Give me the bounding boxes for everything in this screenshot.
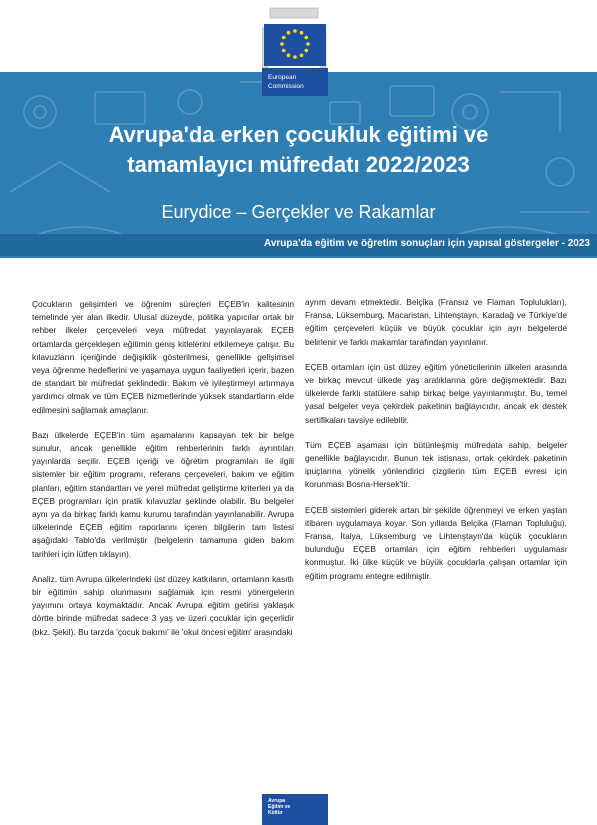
footer-logo-line3: Kültür <box>268 810 283 816</box>
title-line1: Avrupa'da erken çocukluk eğitimi ve <box>108 122 489 147</box>
page-subtitle: Eurydice – Gerçekler ve Rakamlar <box>161 202 436 222</box>
eurydice-footer-logo <box>262 794 328 825</box>
right-column <box>305 296 567 595</box>
tagline: Avrupa'da eğitim ve öğretim sonuçları için yapısal göstergeler - 2023 <box>263 238 590 249</box>
footer-logo-line2: Eğitim ve <box>268 804 291 810</box>
title-line2: tamamlayıcı müfredatı 2022/2023 <box>127 152 470 177</box>
paragraph: EÇEB ortamları için üst düzey eğitim yöneticilerinin ülkeleri arasında ve birkaç mevcut ülkede yaş aralıklarına göre değişmektedir. Bazı ülkelerde farklı statülere sahip birkaç belge yayınlanmıştır. Bu, temel yasal belgeler veya çekirdek paketinin bağlayıcıdır, ancak ek destek sertifikaları tavsiye edilebilir. <box>305 361 567 425</box>
logo-line2: Commission <box>268 83 304 90</box>
left-column <box>32 298 294 651</box>
paragraph: Bazı ülkelerde EÇEB'in tüm aşamalarını kapsayan tek bir belge sunulur, ancak genellikle eğitim rehberlerinin farklı ayrıntıları yayınlarda seçilir. EÇEB içeriği ve öğretim programları ile ilgili sistemler bir eğitim programı, referans çerçeveleri, bakım ve eğitim planları, eğitim standartları ve yerel müfredat geliştirme kriterleri ya da EÇEB programları için pratik kılavuzlar şeklinde olabilir. Bu belgeler aynı ya da birkaç farklı kamu kurumu tarafından yayınlanabilir. Avrupa ülkelerinde EÇEB eğitim raporlarını içeren bilgilerin tam listesi aşağıdaki Tablo'da verilmiştir (belgelerin tamamına giden bakım tarihleri için lütfen tıklayın). <box>32 429 294 559</box>
logo-line1: European <box>268 74 297 81</box>
european-commission-logo <box>262 6 328 98</box>
paragraph: EÇEB sistemleri giderek artan bir şekilde öğrenmeyi ve erken yaştan itibaren uygulamaya koyar. Son yıllarda Belçika (Flaman Topluluğu), Fransa, İtalya, Lüksemburg ve Lihtenştayn'da küçük çocukların bulunduğu EÇEB ortamları için eğitim rehberleri uygulaması konmuştur. İki ülke küçük ve büyük çocuklarla çalışan ortamlar için eğitim programı entegre edilmiştir. <box>305 504 567 581</box>
footer-logo-line1: Avrupa <box>268 798 286 804</box>
paragraph: Çocukların gelişimleri ve öğrenim süreçleri EÇEB'in kalitesinin temelinde yer alan ilkedir. Ulusal düzeyde, politika yapıcılar ortak bir rehber ilkeler çerçeveleri veya müfredat yayınlayarak EÇEB ortamlarda gerçekleşen eğitimin geniş kitlelerini etkilemeye çalışır. Bu kılavuzların içeriğinde değişiklik gösterilmesi, genellikle gelişimsel veya öğrenme hedeflerini ve yaşamaya uygun faaliyetleri içerir, bazen de standart bir müfredat şeklindedir. Bakım ve iyileştirmeyi artırmaya yardımcı olmak ve tüm EÇEB hizmetlerinde yüksek standartların elde edilmesini sağlamak amaçlanır. <box>32 299 294 415</box>
page-title <box>0 120 597 180</box>
paragraph: Analiz, tüm Avrupa ülkelerindeki üst düzey katkıların, ortamların kasıtlı bir eğitimin sahip olunmasını sağlamak için resmi yönergelerin yayımını ortaya koymaktadır. Ancak Avrupa eğitim getirisi yaklaşık dörtte birinde müfredat sadece 3 yaş ve üzeri çocuklar için geçerlidir (bkz. Şekil). Bu tarzda 'çocuk bakımı' ile 'okul öncesi eğitim' arasındaki <box>32 573 294 637</box>
paragraph: Tüm EÇEB aşaması için bütünleşmiş müfredata sahip, belgeler genellikle bağlayıcıdır. Bunun tek istisnası, ortak çekirdek paketinin ipuçlarına yönelik yönlendirici çizgilerin tüm EÇEB evresi için korunması Bosna-Hersek'tir. <box>305 439 567 490</box>
paragraph: ayrım devam etmektedir. Belçika (Fransız ve Flaman Toplulukları), Fransa, Lüksemburg, Macaristan, Lihtenştayn, Karadağ ve Türkiye'de eğitim çerçeveleri küçük ve büyük çocuklar için ayrı belgelerde belirlenir ve farklı makamlar tarafından yayınlanır. <box>305 297 567 347</box>
